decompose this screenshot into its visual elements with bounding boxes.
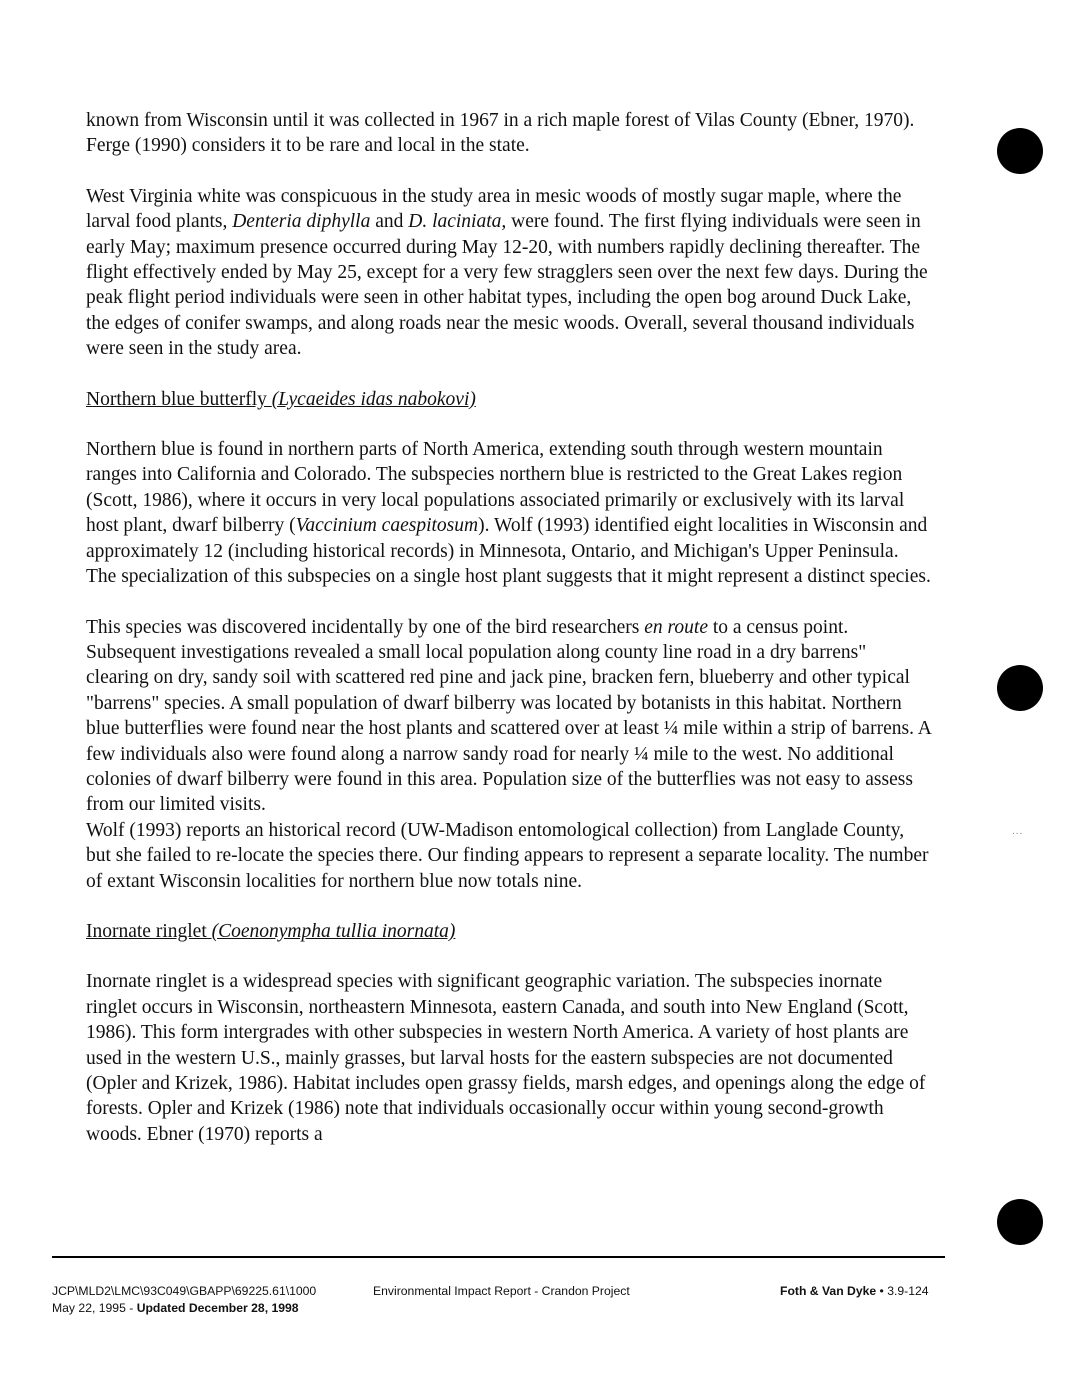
punch-hole-middle xyxy=(997,665,1043,711)
punch-hole-bottom xyxy=(997,1199,1043,1245)
footer-left xyxy=(52,1283,316,1317)
paragraph-west-virginia-white: West Virginia white was conspicuous in the study area in mesic woods of mostly sugar maple, where the larval food plants, Denteria diphylla and D. laciniata, were found. The first flying individuals were seen in early May; maximum presence occurred during May 12-20, with numbers rapidly declining thereafter. The flight effectively ended by May 25, except for a very few stragglers seen over the next few days. During the peak flight period individuals were seen in other habitat types, including the open bog around Duck Lake, the edges of conifer swamps, and along roads near the mesic woods. Overall, several thousand individuals were seen in the study area. xyxy=(86,185,928,360)
punch-hole-top xyxy=(997,128,1043,174)
heading-inornate-ringlet: Inornate ringlet (Coenonympha tullia inornata) xyxy=(86,920,456,942)
footer-page-ref: Foth & Van Dyke • 3.9-124 xyxy=(780,1284,929,1298)
footer-report-title: Environmental Impact Report - Crandon Project xyxy=(373,1284,630,1298)
paragraph-inornate-ringlet: Inornate ringlet is a widespread species with significant geographic variation. The subspecies inornate ringlet occurs in Wisconsin, northeastern Minnesota, eastern Canada, and south into New England (Scott, 1986). This form intergrades with other subspecies in western North America. A variety of host plants are used in the western U.S., mainly grasses, but larval hosts for the eastern subspecies are not documented (Opler and Krizek, 1986). Habitat includes open grassy fields, marsh edges, and openings along the edge of forests. Opler and Krizek (1986) note that individuals occasionally occur within young second-growth woods. Ebner (1970) reports a xyxy=(86,971,926,1145)
heading-northern-blue: Northern blue butterfly (Lycaeides idas nabokovi) xyxy=(86,388,476,410)
paragraph-northern-blue-discovery: This species was discovered incidentally by one of the bird researchers en route to a census point. Subsequent investigations revealed a small local population along county line road in a dry barrens" clearing on dry, sandy soil with scattered red pine and jack pine, bracken fern, blueberry and other typical "barrens" species. A small population of dwarf bilberry was located by botanists in this habitat. Northern blue butterflies were found near the host plants and scattered over at least ¼ mile within a strip of barrens. A few individuals also were found along a narrow sandy road for nearly ¼ mile to the west. No additional colonies of dwarf bilberry were found in this area. Population size of the butterflies was not easy to assess from our limited visits. xyxy=(86,616,931,816)
paragraph-wolf-record: Wolf (1993) reports an historical record (UW-Madison entomological collection) from Langlade County, but she failed to re-locate the species there. Our finding appears to represent a separate locality. The number of extant Wisconsin localities for northern blue now totals nine. xyxy=(86,819,929,892)
footer-file-path: JCP\MLD2\LMC\93C049\GBAPP\69225.61\1000 xyxy=(52,1284,317,1298)
footer-date: May 22, 1995 - Updated December 28, 1998 xyxy=(52,1301,299,1315)
paragraph-wisconsin-record: known from Wisconsin until it was collected in 1967 in a rich maple forest of Vilas County (Ebner, 1970). Ferge (1990) considers it to be rare and local in the state. xyxy=(86,110,915,157)
paragraph-northern-blue-range: Northern blue is found in northern parts of North America, extending south through western mountain ranges into California and Colorado. The subspecies northern blue is restricted to the Great Lakes region (Scott, 1986), where it occurs in very local populations associated primarily or exclusively with its larval host plant, dwarf bilberry (Vaccinium caespitosum). Wolf (1993) identified eight localities in Wisconsin and approximately 12 (including historical records) in Minnesota, Ontario, and Michigan's Upper Peninsula. The specialization of this subspecies on a single host plant suggests that it might represent a distinct species. xyxy=(86,439,931,588)
footer-rule xyxy=(52,1256,945,1258)
document-body xyxy=(86,108,932,1147)
margin-mark: ... xyxy=(1012,826,1024,837)
